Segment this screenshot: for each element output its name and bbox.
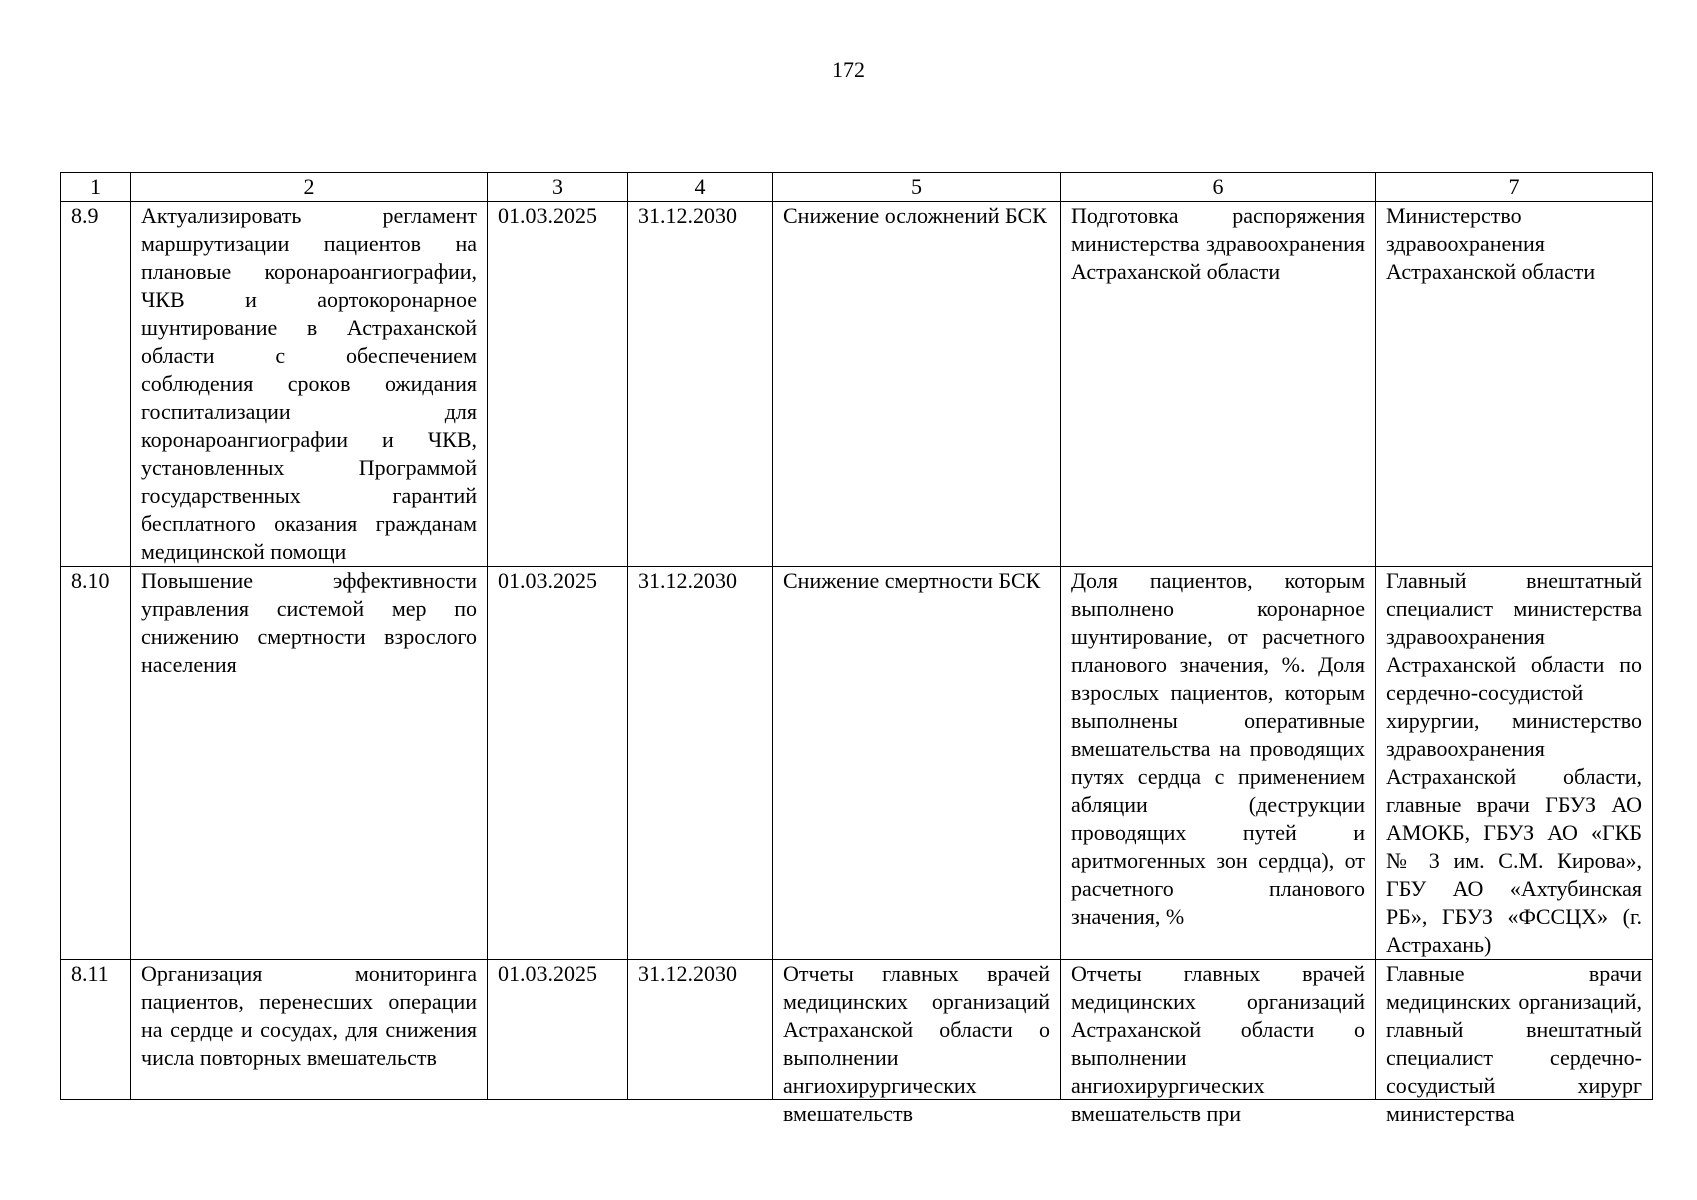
result-text: Отчеты главных врачей медицинских организаций Астраханской области о выполнении ангиохирургических вмешательств	[783, 961, 1050, 1126]
row-number: 8.11	[61, 960, 131, 1100]
page-number: 172	[832, 57, 865, 82]
table-row	[61, 202, 1653, 567]
start-date-cell: 01.03.2025	[488, 960, 628, 1100]
header-row	[61, 173, 1653, 202]
result-cell	[773, 960, 1061, 1126]
responsible-cell	[1376, 960, 1653, 1126]
indicator-cell	[1061, 960, 1376, 1126]
activity-text: Организация мониторинга пациентов, перенесших операции на сердце и сосудах, для снижения числа повторных вмешательств	[141, 961, 477, 1070]
activities-table	[60, 172, 1653, 1126]
indicator-cell: Подготовка распоряжения министерства здравоохранения Астраханской области	[1061, 202, 1376, 567]
indicator-cell: Доля пациентов, которым выполнено коронарное шунтирование, от расчетного планового значения, %. Доля взрослых пациентов, которым выполнены оперативные вмешательства на проводящих путях сердца с применением абляции (деструкции проводящих путей и аритмогенных зон сердца), от расчетного планового значения, %	[1061, 567, 1376, 960]
start-date-cell: 01.03.2025	[488, 567, 628, 960]
header-cell-5: 5	[773, 173, 1061, 202]
responsible-cell: Главный внештатный специалист министерства здравоохранения Астраханской области по сердечно-сосудистой хирургии, министерство здравоохранения Астраханской области, главные врачи ГБУЗ АО АМОКБ, ГБУЗ АО «ГКБ № 3 им. С.М. Кирова», ГБУ АО «Ахтубинская РБ», ГБУЗ «ФССЦХ» (г. Астрахань)	[1376, 567, 1653, 960]
responsible-cell: Министерство здравоохранения Астраханской области	[1376, 202, 1653, 567]
row-number: 8.9	[61, 202, 131, 567]
header-cell-7: 7	[1376, 173, 1653, 202]
end-date-cell: 31.12.2030	[628, 960, 773, 1100]
activity-cell: Повышение эффективности управления системой мер по снижению смертности взрослого населения	[131, 567, 488, 960]
table-row	[61, 567, 1653, 960]
result-cell: Снижение смертности БСК	[773, 567, 1061, 960]
start-date-cell: 01.03.2025	[488, 202, 628, 567]
indicator-text: Отчеты главных врачей медицинских организаций Астраханской области о выполнении ангиохирургических вмешательств при	[1071, 961, 1365, 1126]
header-cell-3: 3	[488, 173, 628, 202]
header-cell-2: 2	[131, 173, 488, 202]
result-cell: Снижение осложнений БСК	[773, 202, 1061, 567]
header-cell-4: 4	[628, 173, 773, 202]
activity-cell	[131, 960, 488, 1100]
end-date-cell: 31.12.2030	[628, 202, 773, 567]
row-number: 8.10	[61, 567, 131, 960]
activity-cell: Актуализировать регламент маршрутизации пациентов на плановые коронароангиографии, ЧКВ и аортокоронарное шунтирование в Астраханской области с обеспечением соблюдения сроков ожидания госпитализации для коронароангиографии и ЧКВ, установленных Программой государственных гарантий бесплатного оказания гражданам медицинской помощи	[131, 202, 488, 567]
header-cell-6: 6	[1061, 173, 1376, 202]
responsible-text: Главные врачи медицинских организаций, главный внештатный специалист сердечно-сосудистый хирург министерства	[1386, 961, 1642, 1126]
header-cell-1: 1	[61, 173, 131, 202]
table-row	[61, 960, 1653, 1100]
end-date-cell: 31.12.2030	[628, 567, 773, 960]
